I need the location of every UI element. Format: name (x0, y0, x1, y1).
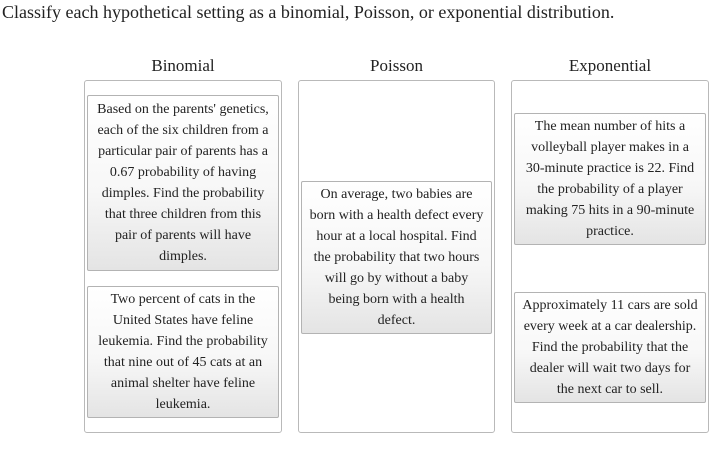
column-heading-binomial: Binomial (151, 56, 215, 75)
drop-zone-poisson[interactable] (298, 80, 495, 433)
drop-zone-exponential[interactable] (511, 80, 709, 433)
scenario-card-babies-health-defect[interactable] (301, 181, 492, 334)
scenario-card-text: Approximately 11 cars are sold every week at a car dealership. Find the probability that the dealer will wait two days for the next car to sell. (522, 298, 698, 397)
column-heading-poisson: Poisson (370, 56, 423, 75)
scenario-card-text: On average, two babies are born with a health defect every hour at a local hospital. Find the probability that two hours will go by without a baby being born with a health defect. (309, 187, 484, 328)
scenario-card-text: Two percent of cats in the United States have feline leukemia. Find the probability that nine out of 45 cats at an animal shelter have feline leukemia. (98, 292, 268, 412)
scenario-card-text: The mean number of hits a volleyball player makes in a 30-minute practice is 22. Find the probability of a player making 75 hits in a 90-minute practice. (525, 119, 695, 239)
scenario-card-dimples[interactable] (87, 95, 279, 271)
scenario-card-volleyball-hits[interactable] (514, 113, 706, 245)
scenario-card-feline-leukemia[interactable] (87, 286, 279, 418)
column-heading-exponential: Exponential (568, 56, 652, 75)
scenario-card-car-dealership[interactable] (514, 292, 706, 403)
scenario-card-text: Based on the parents' genetics, each of the six children from a particular pair of parents has a 0.67 probability of having dimples. Find the probability that three children from this pair of parents will have dimples. (97, 102, 269, 264)
drop-zone-binomial[interactable] (84, 80, 282, 433)
question-prompt: Classify each hypothetical setting as a binomial, Poisson, or exponential distribution. (2, 2, 615, 22)
